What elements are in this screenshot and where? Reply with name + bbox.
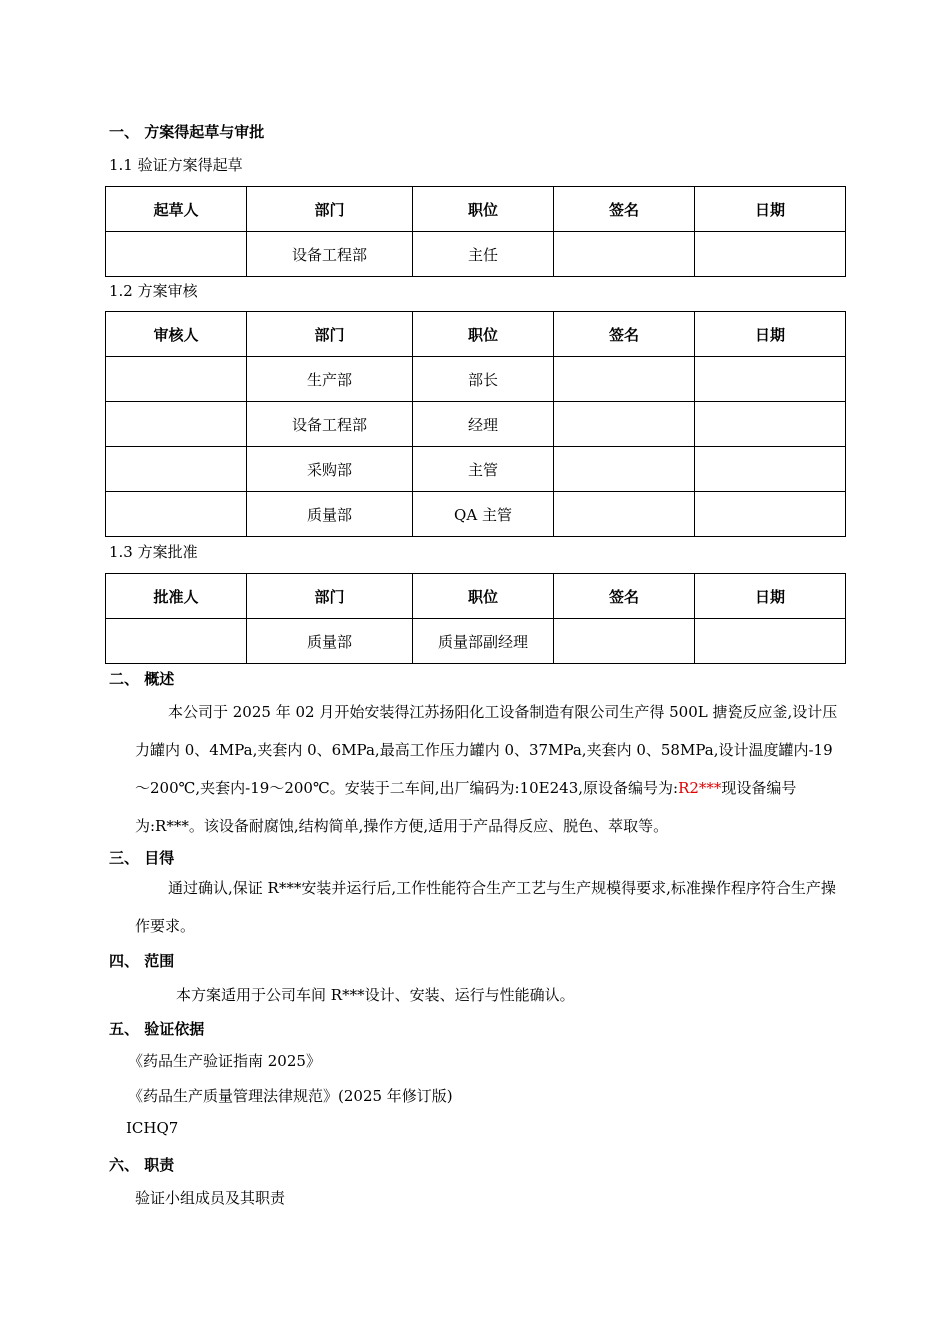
- header-cell: 起草人: [106, 187, 247, 232]
- scope-paragraph: 本方案适用于公司车间 R***设计、安装、运行与性能确认。: [176, 986, 575, 1004]
- header-cell: 日期: [695, 187, 846, 232]
- table-cell: [554, 447, 695, 492]
- section-3-heading: 三、 目得: [109, 849, 175, 867]
- table-cell: [554, 492, 695, 537]
- purpose-paragraph: 通过确认,保证 R***安装并运行后,工作性能符合生产工艺与生产规模得要求,标准操作程序符合生产操作要求。: [135, 879, 836, 935]
- table-cell: 质量部: [247, 492, 413, 537]
- table-cell: 主任: [413, 232, 554, 277]
- table-cell: [695, 402, 846, 447]
- table-row: [106, 447, 846, 492]
- reference-item: 《药品生产验证指南 2025》: [128, 1052, 321, 1070]
- table-cell: [695, 357, 846, 402]
- table-cell: [106, 492, 247, 537]
- table-cell: 采购部: [247, 447, 413, 492]
- table-row: [106, 232, 846, 277]
- table-cell: QA 主管: [413, 492, 554, 537]
- table-cell: [554, 619, 695, 664]
- table-cell: [695, 492, 846, 537]
- table-cell: [106, 402, 247, 447]
- header-cell: 日期: [695, 312, 846, 357]
- overview-text-cont: 现设备编号为:R***。该设备耐腐蚀,结构简单,操作方便,适用于产品得反应、脱色、萃取等。: [135, 779, 797, 835]
- table-cell: 部长: [413, 357, 554, 402]
- reference-item: 《药品生产质量管理法律规范》(2025 年修订版): [128, 1087, 453, 1105]
- duties-paragraph: 验证小组成员及其职责: [135, 1189, 286, 1207]
- header-cell: 签名: [554, 187, 695, 232]
- header-cell: 职位: [413, 312, 554, 357]
- section-1-heading: 一、 方案得起草与审批: [109, 123, 265, 141]
- table-cell: [106, 232, 247, 277]
- table-cell: [695, 619, 846, 664]
- table-row: [106, 619, 846, 664]
- table-cell: 主管: [413, 447, 554, 492]
- table-header-row: [106, 187, 846, 232]
- section-5-heading: 五、 验证依据: [109, 1020, 205, 1038]
- table-cell: 质量部副经理: [413, 619, 554, 664]
- table-cell: [554, 402, 695, 447]
- table-cell: [106, 619, 247, 664]
- table-row: [106, 492, 846, 537]
- reference-item: ICHQ7: [126, 1119, 179, 1137]
- header-cell: 签名: [554, 312, 695, 357]
- header-cell: 批准人: [106, 574, 247, 619]
- section-1-2-heading: 1.2 方案审核: [109, 282, 198, 300]
- header-cell: 部门: [247, 187, 413, 232]
- section-2-heading: 二、 概述: [109, 670, 175, 688]
- review-table: [105, 311, 846, 537]
- table-cell: [554, 357, 695, 402]
- table-row: [106, 357, 846, 402]
- table-row: [106, 402, 846, 447]
- table-cell: 质量部: [247, 619, 413, 664]
- header-cell: 日期: [695, 574, 846, 619]
- table-cell: 经理: [413, 402, 554, 447]
- header-cell: 审核人: [106, 312, 247, 357]
- table-cell: [695, 232, 846, 277]
- table-cell: 生产部: [247, 357, 413, 402]
- overview-text: 本公司于 2025 年 02 月开始安装得江苏扬阳化工设备制造有限公司生产得 500L 搪瓷反应釜,设计压力罐内 0、4MPa,夹套内 0、6MPa,最高工作压力罐内 0、37MPa,夹套内 0、58MPa,设计温度罐内-19～200℃,夹套内-19～200℃。安装于二车间,出厂编码为:10E243,原设备编号为:: [135, 703, 838, 797]
- table-header-row: [106, 312, 846, 357]
- section-4-heading: 四、 范围: [109, 952, 175, 970]
- approval-table: [105, 573, 846, 664]
- header-cell: 签名: [554, 574, 695, 619]
- table-cell: [106, 447, 247, 492]
- section-1-1-heading: 1.1 验证方案得起草: [109, 156, 243, 174]
- table-cell: 设备工程部: [247, 402, 413, 447]
- overview-paragraph: [135, 693, 845, 845]
- table-cell: [554, 232, 695, 277]
- header-cell: 职位: [413, 187, 554, 232]
- old-equipment-code: R2***: [678, 779, 722, 797]
- header-cell: 部门: [247, 312, 413, 357]
- table-cell: 设备工程部: [247, 232, 413, 277]
- table-cell: [695, 447, 846, 492]
- draft-table: [105, 186, 846, 277]
- section-1-3-heading: 1.3 方案批准: [109, 543, 198, 561]
- table-cell: [106, 357, 247, 402]
- section-6-heading: 六、 职责: [109, 1156, 175, 1174]
- table-header-row: [106, 574, 846, 619]
- header-cell: 部门: [247, 574, 413, 619]
- header-cell: 职位: [413, 574, 554, 619]
